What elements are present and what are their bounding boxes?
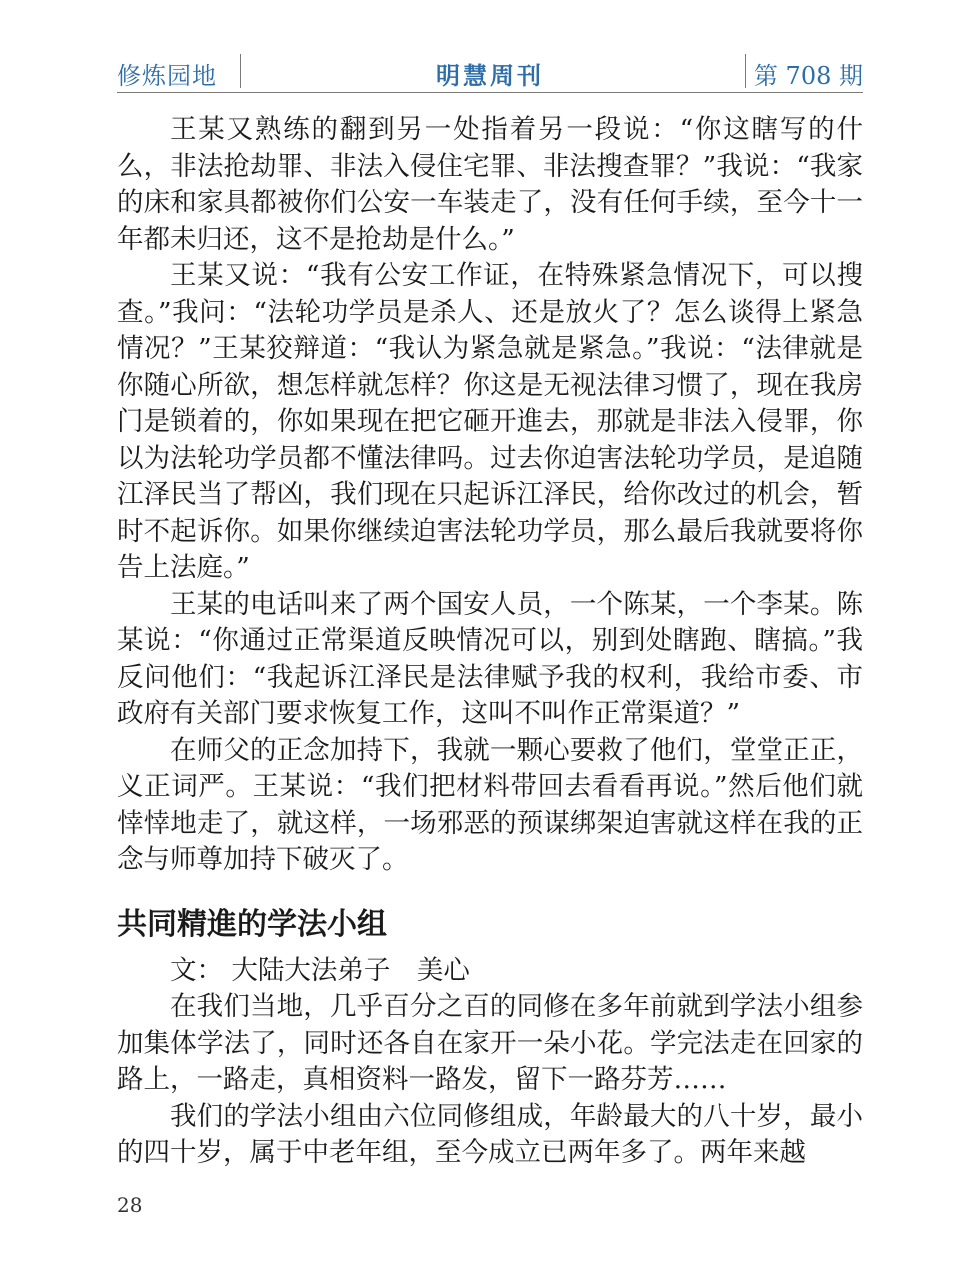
- article-byline: 文： 大陆大法弟子 美心: [170, 954, 470, 986]
- page-header: [117, 50, 863, 94]
- article-paragraph: 在师父的正念加持下，我就一颗心要救了他们，堂堂正正，义正词严。王某说：“我们把材料带回去看看再说。”然后他们就悻悻地走了，就这样，一场邪恶的预谋绑架迫害就这样在我的正念与师尊加持下破灭了。: [117, 734, 863, 875]
- article-paragraph: 在我们当地，几乎百分之百的同修在多年前就到学法小组参加集体学法了，同时还各自在家开一朵小花。学完法走在回家的路上，一路走，真相资料一路发，留下一路芬芳……: [117, 991, 863, 1095]
- magazine-title: 明慧周刊: [436, 61, 544, 90]
- article-paragraph: 王某又说：“我有公安工作证，在特殊紧急情况下，可以搜查。”我问：“法轮功学员是杀人、还是放火了？怎么谈得上紧急情况？”王某狡辩道：“我认为紧急就是紧急。”我说：“法律就是你随心所欲，想怎样就怎样？你这是无视法律习惯了，现在我房门是锁着的，你如果现在把它砸开進去，那就是非法入侵罪，你以为法轮功学员都不懂法律吗。过去你迫害法轮功学员，是追随江泽民当了帮凶，我们现在只起诉江泽民，给你改过的机会，暂时不起诉你。如果你继续迫害法轮功学员，那么最后我就要将你告上法庭。”: [117, 260, 863, 583]
- page-content: [117, 112, 863, 1172]
- article-paragraph: 王某又熟练的翻到另一处指着另一段说：“你这瞎写的什么，非法抢劫罪、非法入侵住宅罪、非法搜查罪？”我说：“我家的床和家具都被你们公安一车装走了，没有任何手续，至今十一年都未归还，这不是抢劫是什么。”: [117, 114, 863, 255]
- article-paragraph: 王某的电话叫来了两个国安人员，一个陈某，一个李某。陈某说：“你通过正常渠道反映情况可以，别到处瞎跑、瞎搞。”我反问他们：“我起诉江泽民是法律赋予我的权利，我给市委、市政府有关部门要求恢复工作，这叫不叫作正常渠道？”: [117, 588, 863, 729]
- article-paragraph: 我们的学法小组由六位同修组成，年龄最大的八十岁，最小的四十岁，属于中老年组，至今成立已两年多了。两年来越: [117, 1100, 863, 1168]
- page-number: 28: [117, 1193, 143, 1217]
- issue-number: 第 708 期: [753, 62, 863, 90]
- header-divider: [745, 54, 746, 88]
- header-rule: [117, 92, 863, 93]
- article-title: 共同精進的学法小组: [117, 906, 387, 942]
- section-name: 修炼园地: [117, 62, 217, 90]
